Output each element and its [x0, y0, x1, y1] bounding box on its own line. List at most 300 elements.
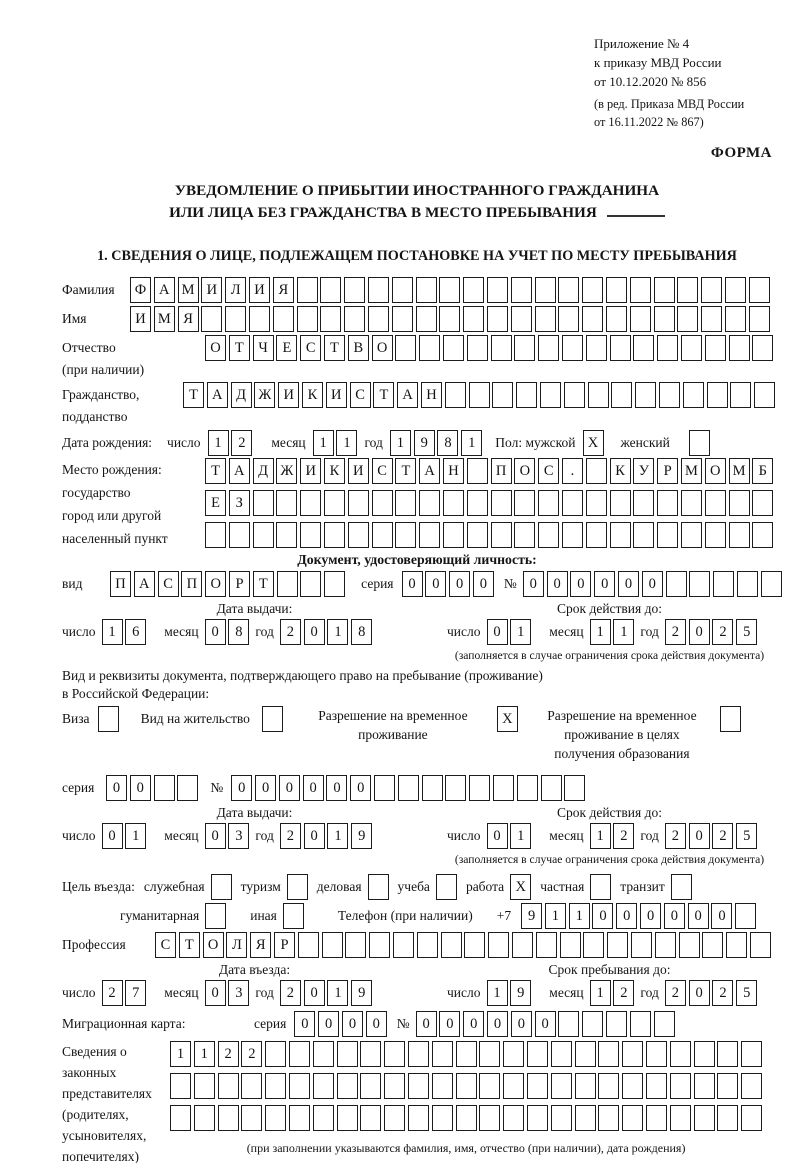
char-box[interactable]: 1	[590, 980, 611, 1006]
char-box[interactable]	[360, 1073, 381, 1099]
char-box[interactable]: А	[207, 382, 228, 408]
char-box[interactable]: X	[583, 430, 604, 456]
char-box[interactable]: X	[510, 874, 531, 900]
char-box[interactable]	[322, 932, 343, 958]
char-box[interactable]: 2	[665, 980, 686, 1006]
char-box[interactable]	[337, 1073, 358, 1099]
char-box[interactable]: 9	[521, 903, 542, 929]
char-box[interactable]: 0	[664, 903, 685, 929]
char-box[interactable]	[344, 306, 365, 332]
char-box[interactable]	[630, 306, 651, 332]
char-box[interactable]	[701, 306, 722, 332]
char-box[interactable]	[479, 1105, 500, 1131]
char-box[interactable]	[432, 1041, 453, 1067]
char-box[interactable]	[265, 1073, 286, 1099]
char-box[interactable]: 0	[689, 823, 710, 849]
char-box[interactable]	[702, 932, 723, 958]
char-box[interactable]	[527, 1073, 548, 1099]
char-box[interactable]: 2	[102, 980, 123, 1006]
char-box[interactable]	[749, 277, 770, 303]
char-box[interactable]: 0	[640, 903, 661, 929]
char-box[interactable]: 0	[547, 571, 568, 597]
char-box[interactable]: 0	[570, 571, 591, 597]
char-box[interactable]	[761, 571, 782, 597]
char-box[interactable]: П	[491, 458, 512, 484]
char-box[interactable]	[324, 490, 345, 516]
char-box[interactable]	[725, 277, 746, 303]
char-box[interactable]	[610, 490, 631, 516]
char-box[interactable]	[707, 382, 728, 408]
char-box[interactable]	[670, 1073, 691, 1099]
char-box[interactable]	[265, 1105, 286, 1131]
char-box[interactable]: 3	[228, 823, 249, 849]
char-box[interactable]	[372, 522, 393, 548]
char-box[interactable]	[654, 277, 675, 303]
char-box[interactable]: 0	[102, 823, 123, 849]
char-box[interactable]	[205, 522, 226, 548]
char-box[interactable]	[360, 1105, 381, 1131]
char-box[interactable]: 0	[463, 1011, 484, 1037]
char-box[interactable]: 0	[304, 619, 325, 645]
char-box[interactable]	[670, 1041, 691, 1067]
char-box[interactable]	[720, 706, 741, 732]
char-box[interactable]	[560, 932, 581, 958]
char-box[interactable]	[464, 932, 485, 958]
char-box[interactable]	[503, 1073, 524, 1099]
char-box[interactable]	[575, 1105, 596, 1131]
char-box[interactable]: 1	[569, 903, 590, 929]
char-box[interactable]: 5	[736, 823, 757, 849]
char-box[interactable]	[737, 571, 758, 597]
char-box[interactable]	[659, 382, 680, 408]
char-box[interactable]	[538, 490, 559, 516]
char-box[interactable]: И	[130, 306, 151, 332]
char-box[interactable]	[467, 522, 488, 548]
char-box[interactable]	[646, 1073, 667, 1099]
char-box[interactable]	[368, 306, 389, 332]
char-box[interactable]	[551, 1041, 572, 1067]
char-box[interactable]	[398, 775, 419, 801]
char-box[interactable]	[205, 903, 226, 929]
char-box[interactable]: П	[110, 571, 131, 597]
char-box[interactable]	[374, 775, 395, 801]
char-box[interactable]: П	[181, 571, 202, 597]
char-box[interactable]	[598, 1041, 619, 1067]
char-box[interactable]: И	[249, 277, 270, 303]
char-box[interactable]	[488, 932, 509, 958]
char-box[interactable]	[422, 775, 443, 801]
char-box[interactable]: В	[348, 335, 369, 361]
char-box[interactable]: Н	[443, 458, 464, 484]
char-box[interactable]	[456, 1041, 477, 1067]
char-box[interactable]: 2	[241, 1041, 262, 1067]
char-box[interactable]	[262, 706, 283, 732]
char-box[interactable]	[384, 1105, 405, 1131]
char-box[interactable]	[551, 1073, 572, 1099]
char-box[interactable]	[194, 1105, 215, 1131]
char-box[interactable]	[467, 335, 488, 361]
char-box[interactable]: С	[300, 335, 321, 361]
char-box[interactable]	[671, 874, 692, 900]
char-box[interactable]: 5	[736, 619, 757, 645]
char-box[interactable]	[384, 1041, 405, 1067]
char-box[interactable]: 8	[437, 430, 458, 456]
char-box[interactable]	[337, 1041, 358, 1067]
char-box[interactable]	[432, 1073, 453, 1099]
char-box[interactable]: Р	[657, 458, 678, 484]
char-box[interactable]	[487, 306, 508, 332]
char-box[interactable]: 2	[613, 980, 634, 1006]
char-box[interactable]	[538, 522, 559, 548]
char-box[interactable]	[493, 775, 514, 801]
char-box[interactable]	[633, 490, 654, 516]
char-box[interactable]: 0	[416, 1011, 437, 1037]
char-box[interactable]	[564, 382, 585, 408]
char-box[interactable]	[369, 932, 390, 958]
char-box[interactable]	[443, 490, 464, 516]
char-box[interactable]	[287, 874, 308, 900]
char-box[interactable]: 0	[618, 571, 639, 597]
char-box[interactable]	[750, 932, 771, 958]
char-box[interactable]: 9	[351, 980, 372, 1006]
char-box[interactable]	[241, 1105, 262, 1131]
char-box[interactable]	[253, 490, 274, 516]
char-box[interactable]: 0	[688, 903, 709, 929]
char-box[interactable]	[517, 775, 538, 801]
char-box[interactable]: 1	[510, 619, 531, 645]
char-box[interactable]	[201, 306, 222, 332]
char-box[interactable]: 0	[205, 980, 226, 1006]
char-box[interactable]: Ф	[130, 277, 151, 303]
char-box[interactable]	[694, 1105, 715, 1131]
char-box[interactable]	[558, 277, 579, 303]
char-box[interactable]	[276, 490, 297, 516]
char-box[interactable]: 0	[487, 823, 508, 849]
char-box[interactable]: 2	[280, 619, 301, 645]
char-box[interactable]	[683, 382, 704, 408]
char-box[interactable]	[408, 1073, 429, 1099]
char-box[interactable]: 2	[280, 823, 301, 849]
char-box[interactable]: Н	[421, 382, 442, 408]
char-box[interactable]	[622, 1105, 643, 1131]
char-box[interactable]	[689, 430, 710, 456]
char-box[interactable]	[479, 1041, 500, 1067]
char-box[interactable]: 0	[205, 823, 226, 849]
char-box[interactable]	[313, 1073, 334, 1099]
char-box[interactable]	[463, 277, 484, 303]
char-box[interactable]	[562, 522, 583, 548]
char-box[interactable]	[324, 571, 345, 597]
char-box[interactable]: 2	[665, 823, 686, 849]
char-box[interactable]: 0	[303, 775, 324, 801]
char-box[interactable]	[419, 522, 440, 548]
char-box[interactable]	[657, 522, 678, 548]
char-box[interactable]: И	[348, 458, 369, 484]
char-box[interactable]	[713, 571, 734, 597]
char-box[interactable]	[511, 277, 532, 303]
char-box[interactable]: Е	[205, 490, 226, 516]
char-box[interactable]	[606, 306, 627, 332]
char-box[interactable]	[98, 706, 119, 732]
char-box[interactable]: 1	[208, 430, 229, 456]
char-box[interactable]: А	[229, 458, 250, 484]
char-box[interactable]	[253, 522, 274, 548]
char-box[interactable]	[516, 382, 537, 408]
char-box[interactable]	[416, 306, 437, 332]
char-box[interactable]	[170, 1073, 191, 1099]
char-box[interactable]	[384, 1073, 405, 1099]
char-box[interactable]	[677, 306, 698, 332]
char-box[interactable]	[538, 335, 559, 361]
char-box[interactable]	[701, 277, 722, 303]
char-box[interactable]	[417, 932, 438, 958]
char-box[interactable]: М	[681, 458, 702, 484]
char-box[interactable]: 1	[327, 980, 348, 1006]
char-box[interactable]	[320, 306, 341, 332]
char-box[interactable]: У	[633, 458, 654, 484]
char-box[interactable]: 2	[712, 980, 733, 1006]
char-box[interactable]: А	[134, 571, 155, 597]
char-box[interactable]	[590, 874, 611, 900]
char-box[interactable]: 1	[510, 823, 531, 849]
char-box[interactable]	[177, 775, 198, 801]
char-box[interactable]	[439, 277, 460, 303]
char-box[interactable]	[633, 522, 654, 548]
char-box[interactable]	[372, 490, 393, 516]
char-box[interactable]: К	[324, 458, 345, 484]
char-box[interactable]	[611, 382, 632, 408]
char-box[interactable]: И	[201, 277, 222, 303]
char-box[interactable]: Т	[229, 335, 250, 361]
char-box[interactable]	[469, 382, 490, 408]
char-box[interactable]	[313, 1041, 334, 1067]
char-box[interactable]	[463, 306, 484, 332]
char-box[interactable]	[320, 277, 341, 303]
char-box[interactable]	[622, 1073, 643, 1099]
char-box[interactable]: 0	[616, 903, 637, 929]
char-box[interactable]: 0	[231, 775, 252, 801]
char-box[interactable]	[443, 335, 464, 361]
char-box[interactable]: Я	[250, 932, 271, 958]
char-box[interactable]	[432, 1105, 453, 1131]
char-box[interactable]	[749, 306, 770, 332]
char-box[interactable]	[679, 932, 700, 958]
char-box[interactable]	[225, 306, 246, 332]
char-box[interactable]	[491, 490, 512, 516]
char-box[interactable]	[705, 335, 726, 361]
char-box[interactable]	[491, 335, 512, 361]
char-box[interactable]: 1	[590, 619, 611, 645]
char-box[interactable]: С	[372, 458, 393, 484]
char-box[interactable]	[622, 1041, 643, 1067]
char-box[interactable]	[598, 1105, 619, 1131]
char-box[interactable]	[657, 490, 678, 516]
char-box[interactable]: 1	[170, 1041, 191, 1067]
char-box[interactable]	[229, 522, 250, 548]
char-box[interactable]	[265, 1041, 286, 1067]
char-box[interactable]: К	[610, 458, 631, 484]
char-box[interactable]	[752, 522, 773, 548]
char-box[interactable]	[586, 458, 607, 484]
char-box[interactable]	[654, 306, 675, 332]
char-box[interactable]: Л	[225, 277, 246, 303]
char-box[interactable]	[607, 932, 628, 958]
char-box[interactable]: 2	[712, 619, 733, 645]
char-box[interactable]	[467, 458, 488, 484]
char-box[interactable]: 0	[294, 1011, 315, 1037]
char-box[interactable]	[479, 1073, 500, 1099]
char-box[interactable]	[582, 1011, 603, 1037]
char-box[interactable]	[445, 382, 466, 408]
char-box[interactable]	[562, 490, 583, 516]
char-box[interactable]	[218, 1105, 239, 1131]
char-box[interactable]: 1	[336, 430, 357, 456]
char-box[interactable]	[456, 1105, 477, 1131]
char-box[interactable]: 0	[205, 619, 226, 645]
char-box[interactable]: Ж	[276, 458, 297, 484]
char-box[interactable]: X	[497, 706, 518, 732]
char-box[interactable]	[289, 1041, 310, 1067]
char-box[interactable]: 0	[642, 571, 663, 597]
char-box[interactable]	[393, 932, 414, 958]
char-box[interactable]	[419, 335, 440, 361]
char-box[interactable]	[491, 522, 512, 548]
char-box[interactable]	[273, 306, 294, 332]
char-box[interactable]	[283, 903, 304, 929]
char-box[interactable]: 2	[665, 619, 686, 645]
char-box[interactable]	[298, 932, 319, 958]
char-box[interactable]: 0	[255, 775, 276, 801]
char-box[interactable]	[694, 1041, 715, 1067]
char-box[interactable]: 0	[592, 903, 613, 929]
char-box[interactable]	[741, 1041, 762, 1067]
char-box[interactable]: 0	[106, 775, 127, 801]
char-box[interactable]	[348, 490, 369, 516]
char-box[interactable]: 0	[304, 980, 325, 1006]
char-box[interactable]	[752, 335, 773, 361]
char-box[interactable]: 0	[535, 1011, 556, 1037]
char-box[interactable]	[705, 522, 726, 548]
char-box[interactable]: 0	[689, 619, 710, 645]
char-box[interactable]: Т	[373, 382, 394, 408]
char-box[interactable]	[337, 1105, 358, 1131]
char-box[interactable]	[487, 277, 508, 303]
char-box[interactable]: А	[397, 382, 418, 408]
char-box[interactable]: 0	[689, 980, 710, 1006]
char-box[interactable]: 0	[318, 1011, 339, 1037]
char-box[interactable]	[654, 1011, 675, 1037]
char-box[interactable]	[541, 775, 562, 801]
char-box[interactable]	[705, 490, 726, 516]
char-box[interactable]: 1	[461, 430, 482, 456]
char-box[interactable]: 0	[366, 1011, 387, 1037]
char-box[interactable]: 0	[523, 571, 544, 597]
char-box[interactable]: Т	[324, 335, 345, 361]
char-box[interactable]: Л	[226, 932, 247, 958]
char-box[interactable]: Р	[229, 571, 250, 597]
char-box[interactable]	[598, 1073, 619, 1099]
char-box[interactable]	[729, 490, 750, 516]
char-box[interactable]	[348, 522, 369, 548]
char-box[interactable]	[633, 335, 654, 361]
char-box[interactable]	[345, 932, 366, 958]
char-box[interactable]	[575, 1041, 596, 1067]
char-box[interactable]	[441, 932, 462, 958]
char-box[interactable]	[392, 277, 413, 303]
char-box[interactable]	[154, 775, 175, 801]
char-box[interactable]: 0	[425, 571, 446, 597]
char-box[interactable]: 0	[342, 1011, 363, 1037]
char-box[interactable]: О	[514, 458, 535, 484]
char-box[interactable]: С	[158, 571, 179, 597]
char-box[interactable]: 1	[125, 823, 146, 849]
char-box[interactable]: Т	[395, 458, 416, 484]
char-box[interactable]	[717, 1073, 738, 1099]
char-box[interactable]	[735, 903, 756, 929]
char-box[interactable]	[211, 874, 232, 900]
char-box[interactable]	[300, 522, 321, 548]
char-box[interactable]	[527, 1105, 548, 1131]
char-box[interactable]: 1	[313, 430, 334, 456]
char-box[interactable]: З	[229, 490, 250, 516]
char-box[interactable]: 1	[487, 980, 508, 1006]
char-box[interactable]: Т	[205, 458, 226, 484]
char-box[interactable]	[564, 775, 585, 801]
char-box[interactable]	[583, 932, 604, 958]
char-box[interactable]	[395, 490, 416, 516]
char-box[interactable]: 0	[350, 775, 371, 801]
char-box[interactable]: Я	[273, 277, 294, 303]
char-box[interactable]	[392, 306, 413, 332]
char-box[interactable]: 0	[594, 571, 615, 597]
char-box[interactable]	[289, 1073, 310, 1099]
char-box[interactable]: 8	[228, 619, 249, 645]
char-box[interactable]: А	[154, 277, 175, 303]
char-box[interactable]	[752, 490, 773, 516]
char-box[interactable]	[681, 490, 702, 516]
char-box[interactable]	[741, 1073, 762, 1099]
char-box[interactable]: Р	[274, 932, 295, 958]
char-box[interactable]: 9	[510, 980, 531, 1006]
char-box[interactable]	[726, 932, 747, 958]
char-box[interactable]	[551, 1105, 572, 1131]
char-box[interactable]: О	[705, 458, 726, 484]
char-box[interactable]: С	[538, 458, 559, 484]
char-box[interactable]	[297, 277, 318, 303]
char-box[interactable]	[610, 335, 631, 361]
char-box[interactable]: 2	[218, 1041, 239, 1067]
char-box[interactable]	[467, 490, 488, 516]
char-box[interactable]: .	[562, 458, 583, 484]
char-box[interactable]: Т	[183, 382, 204, 408]
char-box[interactable]	[324, 522, 345, 548]
char-box[interactable]: 9	[414, 430, 435, 456]
char-box[interactable]	[194, 1073, 215, 1099]
char-box[interactable]	[677, 277, 698, 303]
char-box[interactable]: 0	[487, 619, 508, 645]
char-box[interactable]	[681, 335, 702, 361]
char-box[interactable]	[586, 522, 607, 548]
char-box[interactable]	[535, 277, 556, 303]
char-box[interactable]	[582, 306, 603, 332]
char-box[interactable]: 1	[102, 619, 123, 645]
char-box[interactable]: О	[203, 932, 224, 958]
char-box[interactable]	[395, 335, 416, 361]
char-box[interactable]	[300, 571, 321, 597]
char-box[interactable]: 9	[351, 823, 372, 849]
char-box[interactable]: Д	[253, 458, 274, 484]
char-box[interactable]: Д	[231, 382, 252, 408]
